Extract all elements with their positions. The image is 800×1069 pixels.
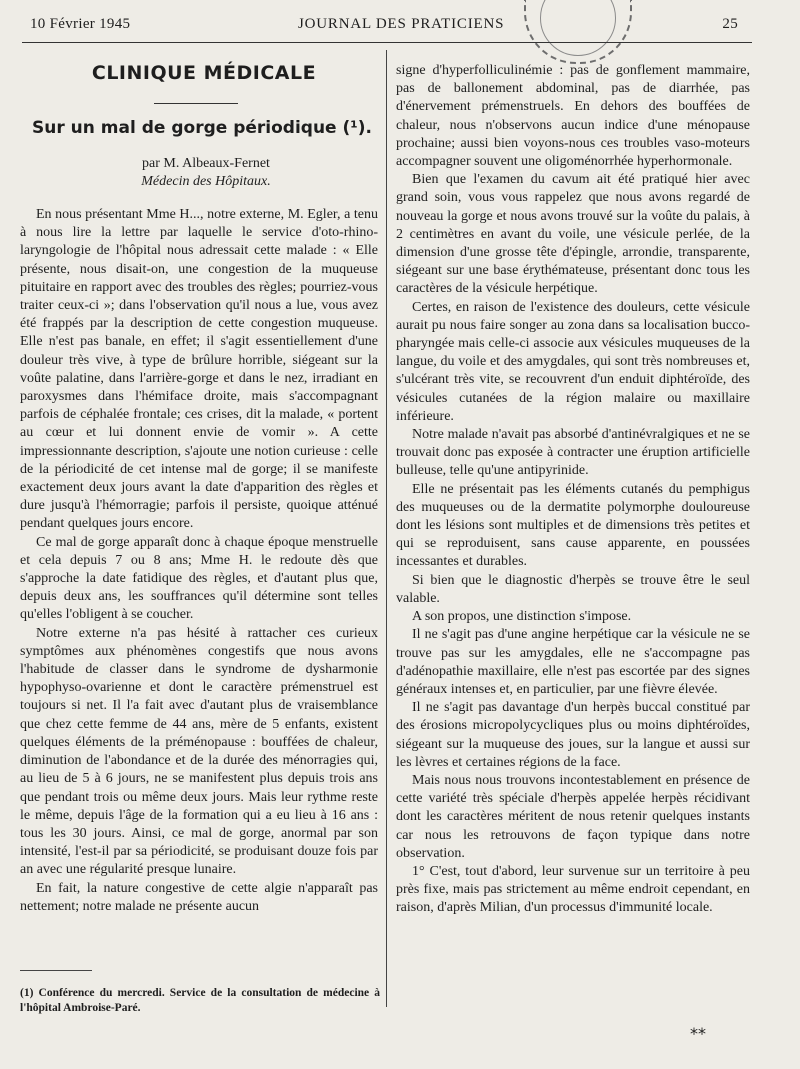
paragraph: Certes, en raison de l'existence des douleurs, cette vésicule aurait pu nous faire songer au zona dans sa localisation bucco-pharyngée mais celle-ci associe aux vésicules muqueuses de la langue, du voile et des amygdales, qui sont très nombreuses et, s'ulcérant très vite, se recouvrent d'un enduit diphtéroïde, des vésicules cutanées de la région malaire ou maxillaire inférieure. [396,299,750,424]
paragraph: Elle ne présentait pas les éléments cutanés du pemphigus des muqueuses ou de la dermatite polymorphe douloureuse dont les lésions sont multiples et de dimensions très petites et qui se reproduisent, sans cause apparente, en poussées incessantes et durables. [396,481,750,570]
end-ornament: ** [690,1024,706,1043]
paragraph: Ce mal de gorge apparaît donc à chaque époque menstruelle et cela depuis 7 ou 8 ans; Mme H. le redoute dès que s'approche la date fatidique des règles, et d'autant plus que, depuis deux ans, les souffrances qu'il détermine sont telles qu'elles l'obligent à se coucher. [20,534,378,623]
paragraph: Il ne s'agit pas davantage d'un herpès buccal constitué par des érosions micropolycycliques plus ou moins diphtéroïdes, siégeant sur la muqueuse des joues, sur la langue et aussi sur les lèvres et certaines régions de la face. [396,700,750,770]
footnote: (1) Conférence du mercredi. Service de la consultation de médecine à l'hôpital Ambroise-Paré. [20,987,380,1014]
page-number: 25 [722,16,738,32]
library-stamp-icon [524,0,632,64]
title-rule [154,103,238,104]
right-column [396,62,750,918]
footnote-rule [20,970,92,971]
paragraph: signe d'hyperfolliculinémie : pas de gonflement mammaire, pas de ballonement abdominal, pas de diarrhée, pas d'énervement prémenstruels. En dehors des bouffées de chaleur, nous n'observons aucun indice d'une ménopause prochaine; aussi bien voyons-nous ces troubles vaso-moteurs accompagner souvent une oligoménorrhée hyperhormonale. [396,63,750,170]
paragraph: Mais nous nous trouvons incontestablement en présence de cette variété très spéciale d'herpès appelée herpès récidivant dont les caractères méritent de nous retenir quelques instants car nous les retrouvons de façon typique dans notre observation. [396,772,750,861]
left-body-text [20,206,378,916]
paragraph: Il ne s'agit pas d'une angine herpétique car la vésicule ne se trouve pas sur les amygdales, elle ne s'accompagne pas d'adénopathie maxillaire, elle n'est pas escortée par des signes généraux intenses et, en particulier, par une fièvre élevée. [396,627,750,697]
author-byline: par M. Albeaux-Fernet [142,156,270,171]
paragraph: Notre malade n'avait pas absorbé d'antinévralgiques et ne se trouvait donc pas exposée à contracter une éruption artificielle bulleuse, telle qu'une antipyrinide. [396,427,750,479]
paragraph: A son propos, une distinction s'impose. [412,609,632,625]
article-title: Sur un mal de gorge périodique (¹). [32,118,372,138]
paragraph: Notre externe n'a pas hésité à rattacher ces curieux symptômes aux phénomènes congestifs que nous avons l'habitude de classer dans le syndrome de dysharmonie hypophyso-ovarienne et dont le caractère prémenstruel est toujours si net. Il l'a fait avec d'autant plus de vraisemblance que chez cette femme de 44 ans, mère de 5 enfants, existent quelques éléments de la préménopause : bouffées de chaleur, diminution de l'abondance et de la durée des ménorragies qui, au lieu de 5 à 6 jours, ne se manifestent plus depuis trois ans que pendant trois ou même deux jours. Mais leur rythme reste le même, depuis l'âge de la formation qui a eu lieu à 16 ans : tous les 30 jours. Ainsi, ce mal de gorge, anormal par son intensité, l'est-il par sa périodicité, se produisant douze fois par an avec une régularité presque lunaire. [20,625,378,878]
left-column [20,62,378,916]
paragraph: Bien que l'examen du cavum ait été pratiqué hier avec grand soin, vous vous rappelez que nous avons regardé de nouveau la gorge et nous avons trouvé sur la voûte du palais, à 2 centimètres en avant du voile, une vésicule perlée, de la dimension d'une grosse tête d'épingle, arrondie, transparente, siégeant sur une base érythémateuse, présentant donc tous les caractères de la vésicule herpétique. [396,172,750,297]
header-rule [22,42,752,43]
issue-date: 10 Février 1945 [30,16,131,32]
right-body-text [396,62,750,918]
section-heading: CLINIQUE MÉDICALE [91,62,317,84]
journal-name: JOURNAL DES PRATICIENS [298,16,505,32]
paragraph: 1° C'est, tout d'abord, leur survenue sur un territoire à peu près fixe, mais pas strictement au même endroit cependant, en raison, d'après Milian, d'un processus d'immunité locale. [396,863,750,916]
paragraph: En nous présentant Mme H..., notre externe, M. Egler, a tenu à nous lire la lettre par laquelle le service d'oto-rhino-laryngologie de l'hôpital nous adressait cette malade : « Elle présente, nous disait-on, une congestion de la muqueuse pituitaire en rapport avec des troubles des règles; pourriez-vous traiter ceux-ci »; dans l'observation qu'il nous a lue, vous avez été frappés par la description de cette congestion muqueuse. Elle n'est pas banale, en effet; il s'agit essentiellement d'une douleur très vive, à type de brûlure horrible, siégeant sur la voûte palatine, dans l'arrière-gorge et dans le nez, irradiant en paroxysmes dans l'hémiface droite, mais s'accompagnant parfois de céphalée frontale; ces crises, dit la malade, « portent au cœur et lui donnent envie de vomir ». A cette impressionnante description, s'ajoute une notion curieuse : celle de la périodicité de cet intense mal de gorge; il se manifeste exactement deux jours avant la date d'apparition des règles et dure jusqu'à l'hémorragie; parfois il persiste, quoique atténué pendant quelques jours encore. [20,207,378,532]
column-divider [386,50,387,1007]
running-head [22,16,750,38]
paragraph: En fait, la nature congestive de cette algie n'apparaît pas nettement; notre malade ne présente aucun [20,880,378,914]
paragraph: Si bien que le diagnostic d'herpès se trouve être le seul valable. [396,572,750,606]
author-affiliation: Médecin des Hôpitaux. [141,174,271,189]
